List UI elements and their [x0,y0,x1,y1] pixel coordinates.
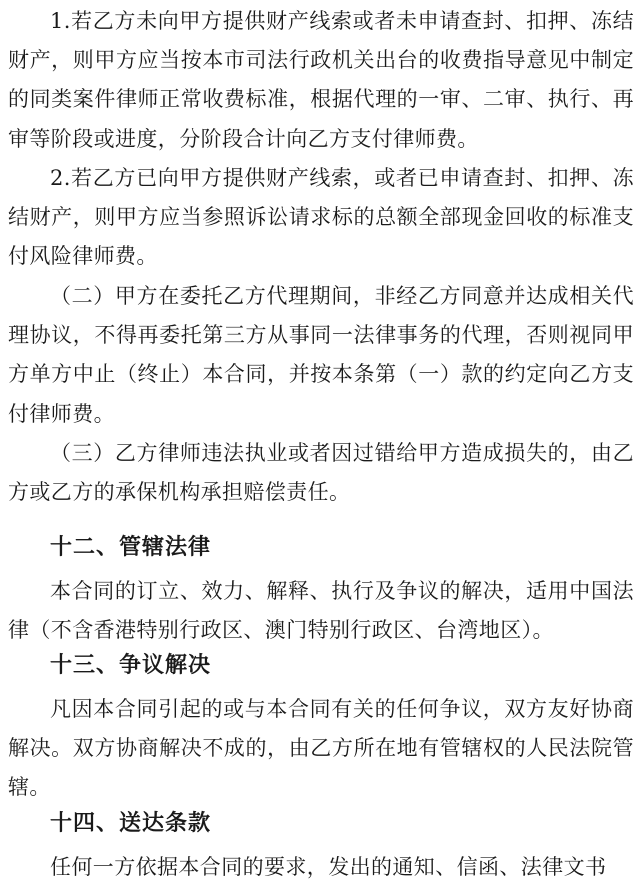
section-heading-service-of-notice: 十四、送达条款 [50,811,212,836]
section-body-governing-law: 本合同的订立、效力、解释、执行及争议的解决，适用中国法律（不含香港特别行政区、澳门特别行政区、台湾地区）。 [8,579,634,643]
section-body-service-of-notice: 任何一方依据本合同的要求，发出的通知、信函、法律文书 [50,855,607,879]
paragraph-clause-two: （二）甲方在委托乙方代理期间，非经乙方同意并达成相关代理协议，不得再委托第三方从事同一法律事务的代理，否则视同甲方单方中止（终止）本合同，并按本条第（一）款的约定向乙方支付律师费。 [8,284,634,426]
paragraph-clause-three: （三）乙方律师违法执业或者因过错给甲方造成损失的，由乙方或乙方的承保机构承担赔偿责任。 [8,441,634,505]
section-heading-governing-law: 十二、管辖法律 [50,535,212,560]
section-heading-dispute-resolution: 十三、争议解决 [50,653,212,678]
paragraph-fee-no-property-clue: 1.若乙方未向甲方提供财产线索或者未申请查封、扣押、冻结财产，则甲方应当按本市司法行政机关出台的收费指导意见中制定的同类案件律师正常收费标准，根据代理的一审、二审、执行、再审等阶段或进度，分阶段合计向乙方支付律师费。 [8,9,634,151]
paragraph-fee-with-property-clue: 2.若乙方已向甲方提供财产线索，或者已申请查封、扣押、冻结财产，则甲方应当参照诉讼请求标的总额全部现金回收的标准支付风险律师费。 [8,166,634,269]
section-body-dispute-resolution: 凡因本合同引起的或与本合同有关的任何争议，双方友好协商解决。双方协商解决不成的，由乙方所在地有管辖权的人民法院管辖。 [8,697,634,800]
